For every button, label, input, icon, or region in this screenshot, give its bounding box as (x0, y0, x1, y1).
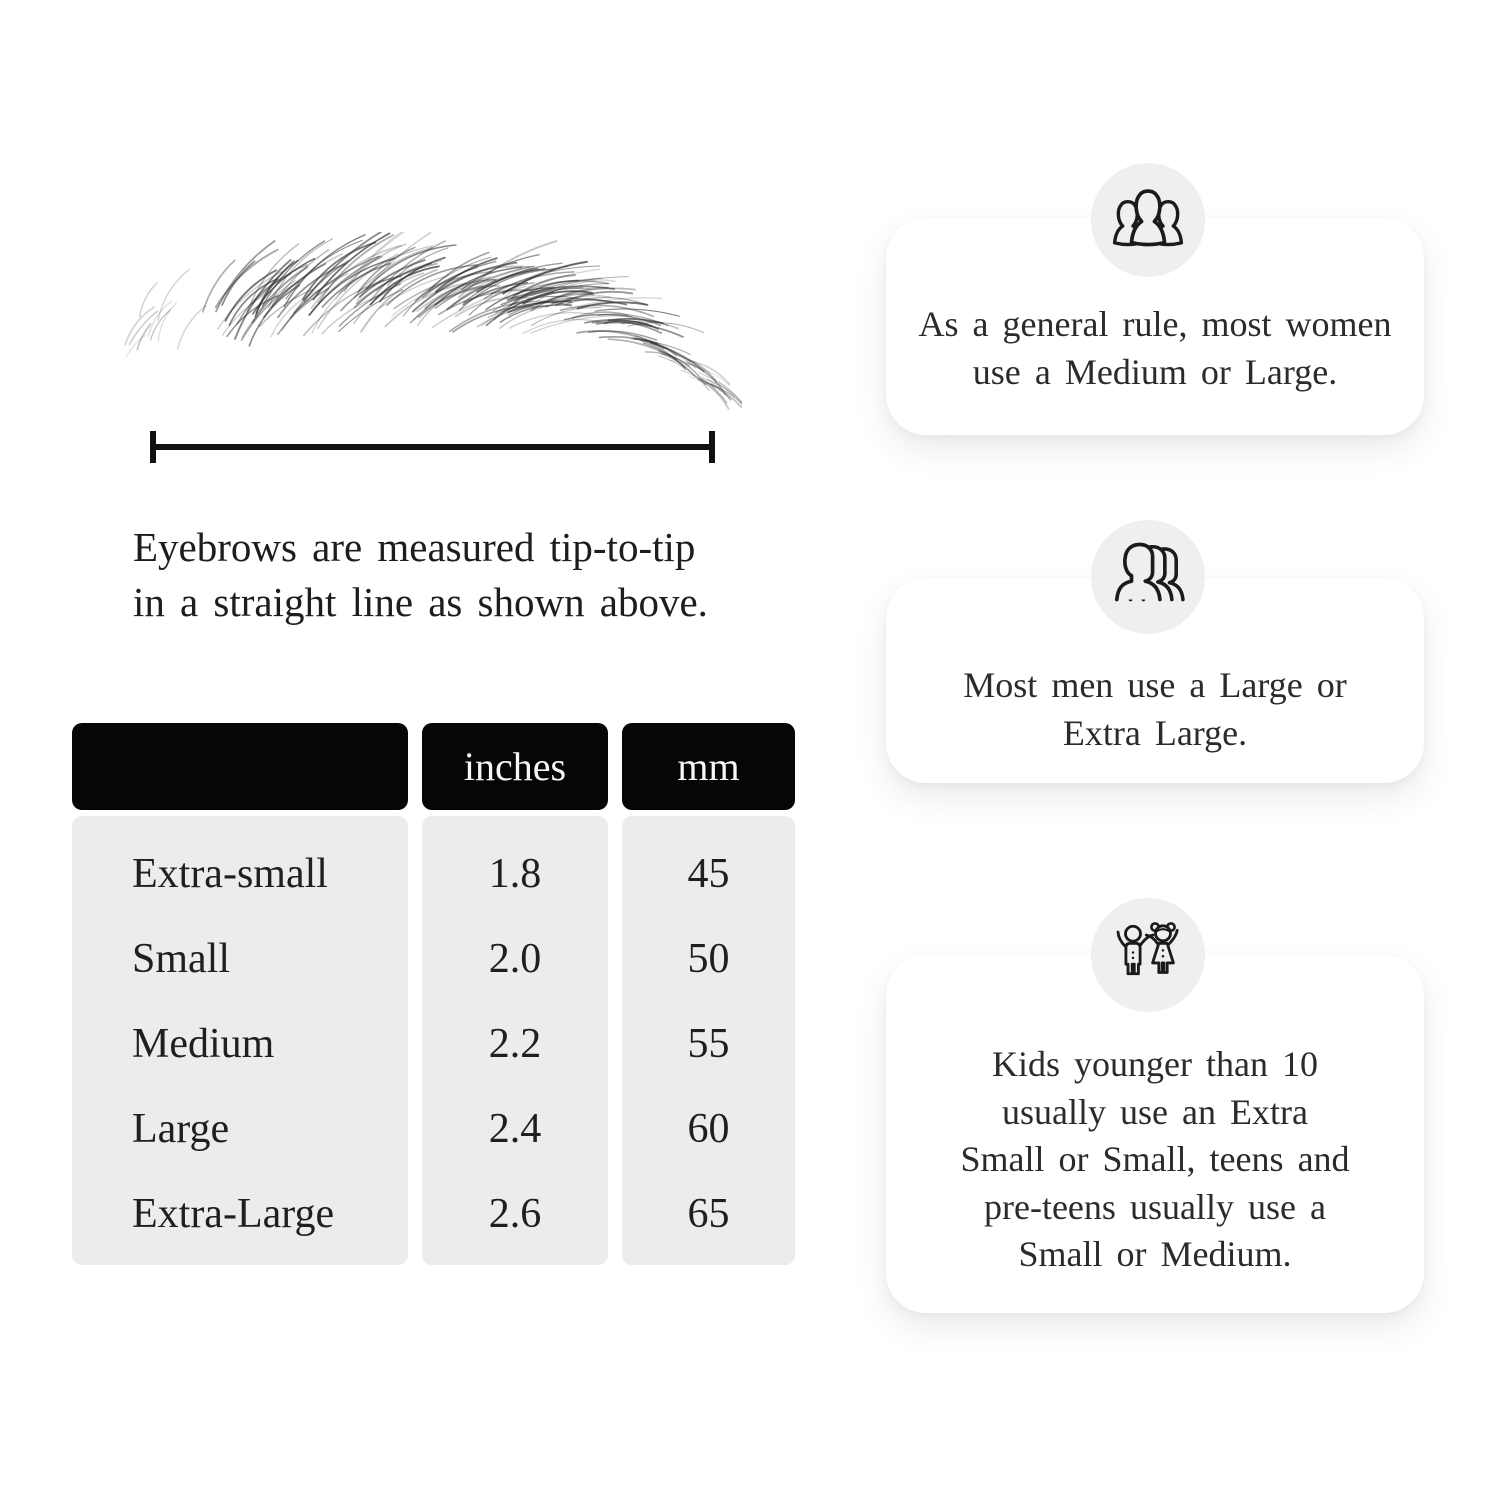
size-mm-value: 50 (687, 936, 730, 983)
size-mm-value: 65 (687, 1190, 730, 1237)
size-mm-value: 60 (687, 1105, 730, 1152)
women-group-icon (1104, 182, 1192, 259)
size-mm-value: 45 (687, 851, 730, 898)
size-table-rows (72, 832, 795, 1256)
caption-line-2: in a straight line as shown above. (133, 579, 708, 625)
info-card-kids-text (886, 1041, 1424, 1279)
size-label: Extra-small (132, 851, 328, 898)
women-icon-badge (1091, 163, 1205, 277)
kids-icon (1108, 920, 1188, 990)
size-mm-value: 55 (687, 1020, 730, 1067)
table-header-mm-label: mm (677, 744, 740, 789)
text-line: usually use an Extra (1001, 1091, 1309, 1132)
text-line: Most men use a Large or (963, 665, 1347, 705)
measurement-line (150, 444, 715, 450)
text-line: use a Medium or Large. (972, 351, 1338, 392)
table-row (72, 1002, 795, 1087)
size-inches-value: 2.2 (488, 1020, 542, 1067)
info-card-men-text (886, 662, 1424, 757)
size-inches-value: 2.4 (488, 1105, 542, 1152)
size-inches-value: 2.6 (488, 1190, 542, 1237)
table-header-sizes (72, 723, 408, 810)
table-row (72, 1171, 795, 1256)
table-header-inches-label: inches (463, 744, 567, 789)
men-icon-badge (1091, 520, 1205, 634)
men-group-icon (1104, 539, 1192, 616)
measurement-caption (133, 520, 773, 630)
table-header-mm (622, 723, 795, 810)
measurement-end-tick-left (150, 431, 156, 463)
text-line: Extra Large. (1062, 712, 1248, 753)
table-row (72, 1086, 795, 1171)
kids-icon-badge (1091, 898, 1205, 1012)
text-line: Small or Medium. (1018, 1234, 1292, 1274)
size-label: Small (132, 936, 231, 983)
size-inches-value: 2.0 (488, 936, 542, 983)
table-row (72, 832, 795, 917)
text-line: Kids younger than 10 (991, 1044, 1319, 1084)
eyebrow-illustration (112, 232, 742, 442)
size-label: Large (132, 1105, 230, 1152)
caption-line-1: Eyebrows are measured tip-to-tip (133, 524, 696, 570)
size-label: Medium (132, 1020, 275, 1067)
measurement-end-tick-right (709, 431, 715, 463)
size-inches-value: 1.8 (488, 851, 542, 898)
text-line: As a general rule, most women (918, 304, 1392, 344)
table-row (72, 917, 795, 1002)
size-label: Extra-Large (132, 1190, 335, 1237)
table-header-inches (422, 723, 608, 810)
text-line: pre-teens usually use a (983, 1186, 1326, 1227)
info-card-women-text (886, 301, 1424, 396)
text-line: Small or Small, teens and (960, 1139, 1350, 1179)
